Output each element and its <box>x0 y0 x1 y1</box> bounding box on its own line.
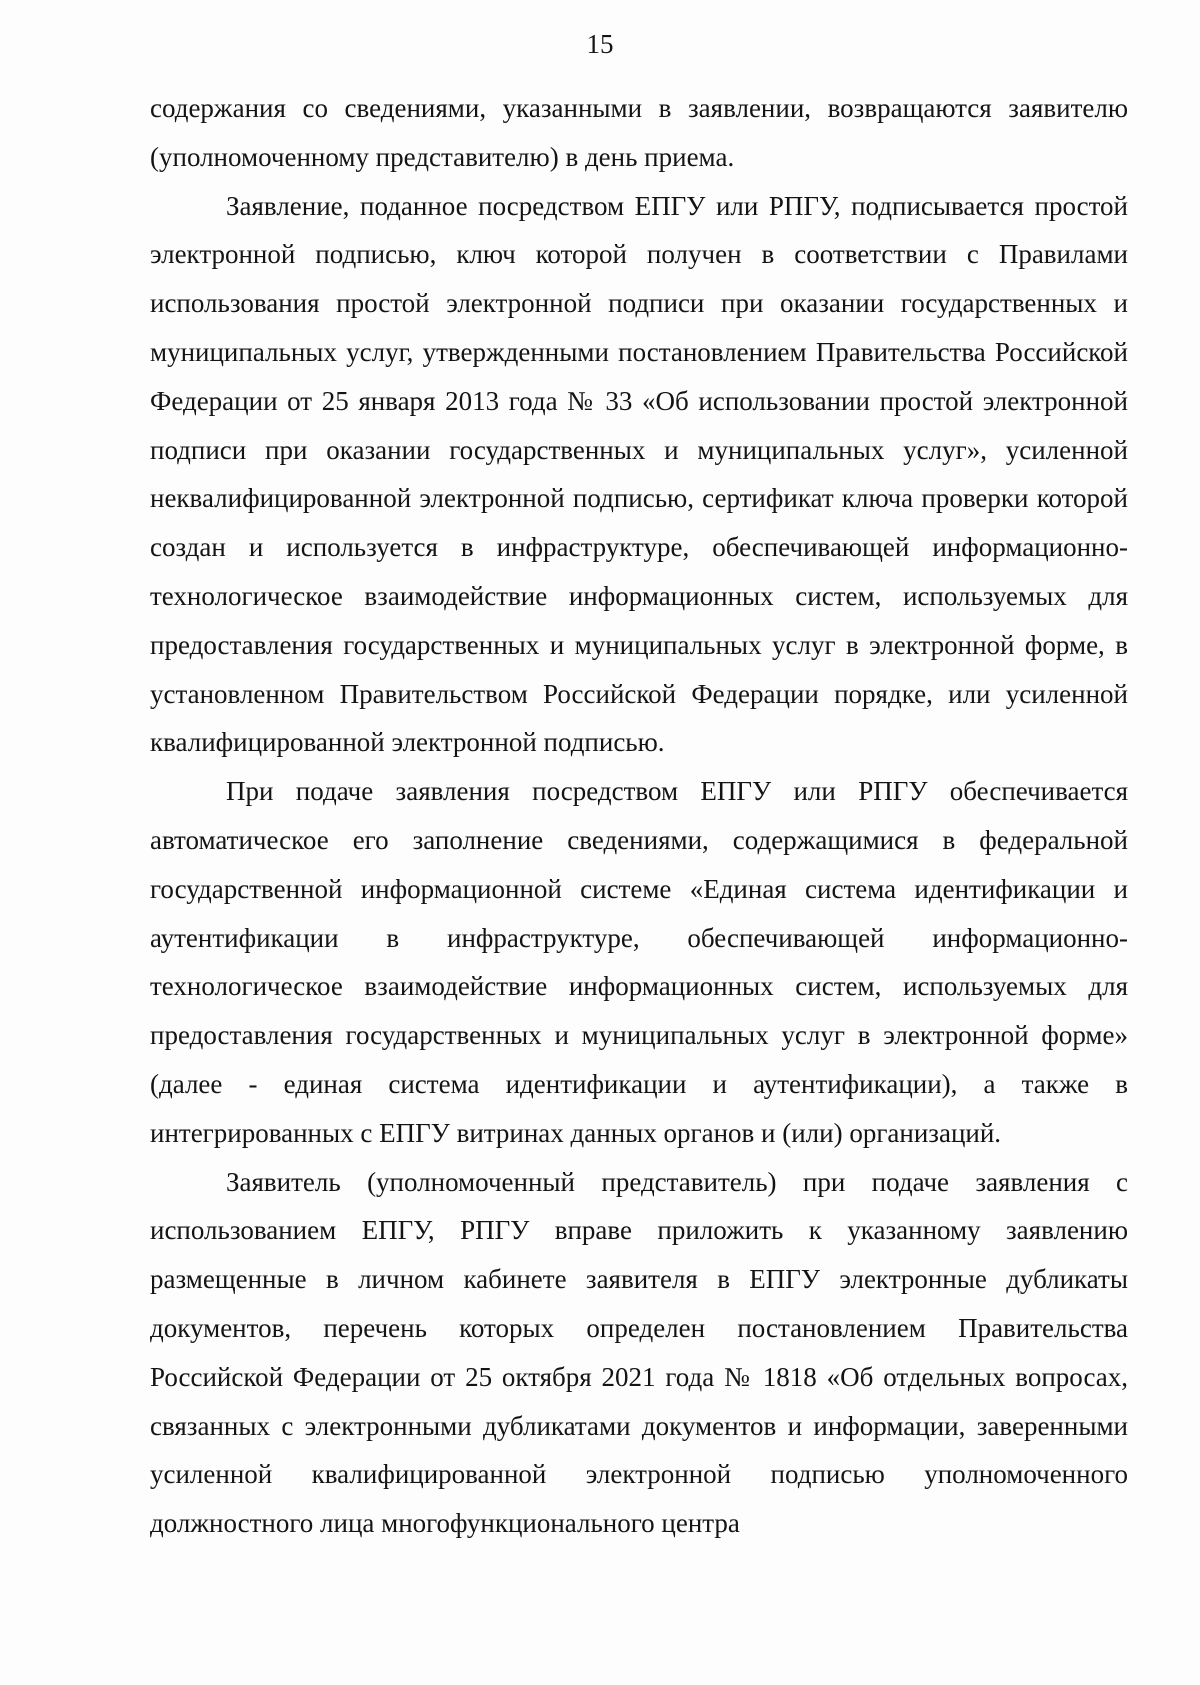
page-number: 15 <box>586 29 614 59</box>
document-body <box>150 84 1128 1548</box>
paragraph-autofill: При подаче заявления посредством ЕПГУ или РПГУ обеспечивается автоматическое его заполнение сведениями, содержащимися в федеральной государственной информационной системе «Единая система идентификации и аутентификации в инфраструктуре, обеспечивающей информационно-технологическое взаимодействие информационных систем, используемых для предоставления государственных и муниципальных услуг в электронной форме» (далее - единая система идентификации и аутентификации), а также в интегрированных с ЕПГУ витринах данных органов и (или) организаций. <box>150 776 1128 1148</box>
paragraph-continuation: содержания со сведениями, указанными в заявлении, возвращаются заявителю (уполномоченному представителю) в день приема. <box>150 93 1128 172</box>
paragraph-electronic-duplicates: Заявитель (уполномоченный представитель) при подаче заявления с использованием ЕПГУ, РПГУ вправе приложить к указанному заявлению размещенные в личном кабинете заявителя в ЕПГУ электронные дубликаты документов, перечень которых определен постановлением Правительства Российской Федерации от 25 октября 2021 года № 1818 «Об отдельных вопросах, связанных с электронными дубликатами документов и информации, заверенными усиленной квалифицированной электронной подписью уполномоченного должностного лица многофункционального центра <box>150 1166 1128 1539</box>
paragraph-signature-requirements: Заявление, поданное посредством ЕПГУ или РПГУ, подписывается простой электронной подписью, ключ которой получен в соответствии с Правилами использования простой электронной подписи при оказании государственных и муниципальных услуг, утвержденными постановлением Правительства Российской Федерации от 25 января 2013 года № 33 «Об использовании простой электронной подписи при оказании государственных и муниципальных услуг», усиленной неквалифицированной электронной подписью, сертификат ключа проверки которой создан и используется в инфраструктуре, обеспечивающей информационно-технологическое взаимодействие информационных систем, используемых для предоставления государственных и муниципальных услуг в электронной форме, в установленном Правительством Российской Федерации порядке, или усиленной квалифицированной электронной подписью. <box>150 190 1128 758</box>
